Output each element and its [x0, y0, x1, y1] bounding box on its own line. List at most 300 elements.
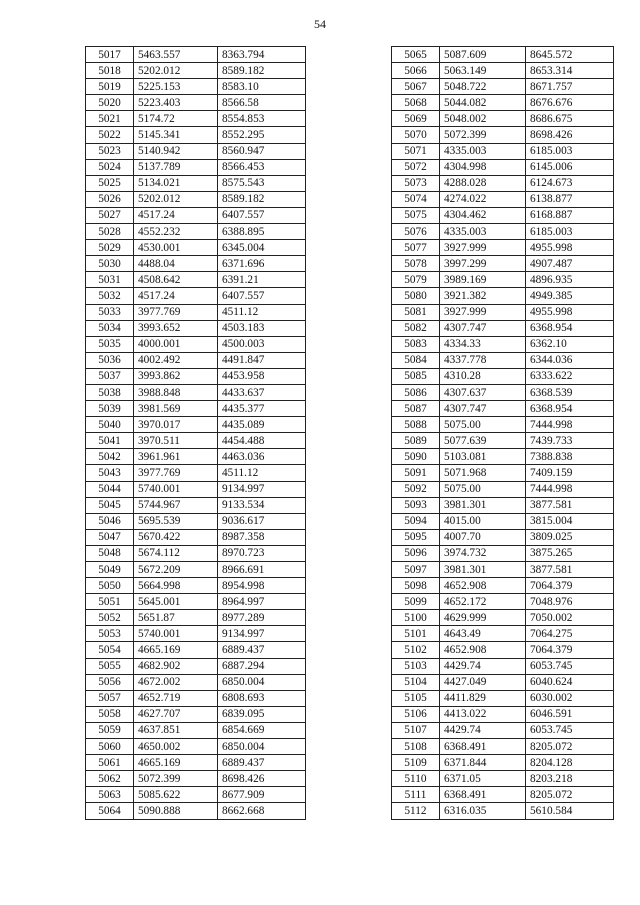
y-coordinate: 6345.004: [218, 240, 306, 256]
table-row: [392, 368, 614, 384]
y-coordinate: 8662.668: [218, 803, 306, 819]
point-number: 5071: [392, 143, 440, 159]
x-coordinate: 4429.74: [440, 658, 526, 674]
point-number: 5081: [392, 304, 440, 320]
x-coordinate: 4665.169: [134, 642, 218, 658]
point-number: 5091: [392, 465, 440, 481]
point-number: 5032: [86, 288, 134, 304]
y-coordinate: 8203.218: [526, 771, 614, 787]
y-coordinate: 4511.12: [218, 304, 306, 320]
point-number: 5047: [86, 529, 134, 545]
x-coordinate: 4429.74: [440, 722, 526, 738]
table-row: [392, 545, 614, 561]
table-row: [392, 240, 614, 256]
x-coordinate: 3993.862: [134, 368, 218, 384]
x-coordinate: 4000.001: [134, 336, 218, 352]
table-row: [86, 481, 306, 497]
table-row: [392, 47, 614, 63]
y-coordinate: 4454.488: [218, 433, 306, 449]
x-coordinate: 4411.829: [440, 690, 526, 706]
x-coordinate: 4672.002: [134, 674, 218, 690]
x-coordinate: 3974.732: [440, 545, 526, 561]
x-coordinate: 5740.001: [134, 626, 218, 642]
point-number: 5102: [392, 642, 440, 658]
x-coordinate: 4307.747: [440, 401, 526, 417]
point-number: 5095: [392, 529, 440, 545]
x-coordinate: 3997.299: [440, 256, 526, 272]
x-coordinate: 4304.998: [440, 159, 526, 175]
x-coordinate: 3970.017: [134, 417, 218, 433]
point-number: 5043: [86, 465, 134, 481]
point-number: 5088: [392, 417, 440, 433]
table-row: [86, 578, 306, 594]
point-number: 5029: [86, 240, 134, 256]
point-number: 5062: [86, 771, 134, 787]
point-number: 5052: [86, 610, 134, 626]
y-coordinate: 8954.998: [218, 578, 306, 594]
point-number: 5045: [86, 497, 134, 513]
y-coordinate: 9134.997: [218, 481, 306, 497]
y-coordinate: 8205.072: [526, 739, 614, 755]
point-number: 5064: [86, 803, 134, 819]
table-row: [86, 497, 306, 513]
x-coordinate: 4682.902: [134, 658, 218, 674]
point-number: 5026: [86, 191, 134, 207]
point-number: 5106: [392, 706, 440, 722]
x-coordinate: 4413.022: [440, 706, 526, 722]
y-coordinate: 8977.289: [218, 610, 306, 626]
table-row: [86, 352, 306, 368]
point-number: 5100: [392, 610, 440, 626]
x-coordinate: 4310.28: [440, 368, 526, 384]
table-row: [392, 111, 614, 127]
y-coordinate: 3875.265: [526, 545, 614, 561]
y-coordinate: 8987.358: [218, 529, 306, 545]
point-number: 5096: [392, 545, 440, 561]
y-coordinate: 8204.128: [526, 755, 614, 771]
x-coordinate: 5664.998: [134, 578, 218, 594]
table-row: [392, 191, 614, 207]
point-number: 5061: [86, 755, 134, 771]
y-coordinate: 6053.745: [526, 722, 614, 738]
point-number: 5076: [392, 224, 440, 240]
point-number: 5072: [392, 159, 440, 175]
x-coordinate: 4652.719: [134, 690, 218, 706]
table-row: [392, 63, 614, 79]
y-coordinate: 4907.487: [526, 256, 614, 272]
point-number: 5048: [86, 545, 134, 561]
y-coordinate: 7048.976: [526, 594, 614, 610]
y-coordinate: 6854.669: [218, 722, 306, 738]
table-row: [392, 433, 614, 449]
point-number: 5017: [86, 47, 134, 63]
point-number: 5044: [86, 481, 134, 497]
x-coordinate: 4334.33: [440, 336, 526, 352]
table-row: [392, 207, 614, 223]
table-row: [86, 562, 306, 578]
x-coordinate: 6371.05: [440, 771, 526, 787]
point-number: 5079: [392, 272, 440, 288]
table-row: [392, 674, 614, 690]
point-number: 5041: [86, 433, 134, 449]
table-row: [392, 513, 614, 529]
point-number: 5098: [392, 578, 440, 594]
y-coordinate: 6889.437: [218, 755, 306, 771]
table-row: [392, 175, 614, 191]
point-number: 5018: [86, 63, 134, 79]
table-row: [392, 529, 614, 545]
table-row: [392, 610, 614, 626]
table-row: [86, 433, 306, 449]
table-row: [86, 191, 306, 207]
x-coordinate: 5103.081: [440, 449, 526, 465]
y-coordinate: 9133.534: [218, 497, 306, 513]
table-row: [392, 159, 614, 175]
y-coordinate: 6850.004: [218, 674, 306, 690]
table-row: [86, 384, 306, 400]
y-coordinate: 6368.954: [526, 320, 614, 336]
y-coordinate: 4433.637: [218, 384, 306, 400]
point-number: 5057: [86, 690, 134, 706]
x-coordinate: 4517.24: [134, 288, 218, 304]
table-row: [86, 207, 306, 223]
point-number: 5083: [392, 336, 440, 352]
table-row: [86, 320, 306, 336]
x-coordinate: 5744.967: [134, 497, 218, 513]
point-number: 5030: [86, 256, 134, 272]
table-row: [392, 771, 614, 787]
x-coordinate: 4652.908: [440, 642, 526, 658]
table-row: [392, 143, 614, 159]
table-row: [86, 465, 306, 481]
x-coordinate: 6368.491: [440, 787, 526, 803]
x-coordinate: 5670.422: [134, 529, 218, 545]
y-coordinate: 6887.294: [218, 658, 306, 674]
y-coordinate: 8560.947: [218, 143, 306, 159]
point-number: 5056: [86, 674, 134, 690]
x-coordinate: 4508.642: [134, 272, 218, 288]
coordinate-table-left-body: [86, 47, 306, 820]
table-row: [86, 95, 306, 111]
point-number: 5027: [86, 207, 134, 223]
point-number: 5111: [392, 787, 440, 803]
table-row: [392, 787, 614, 803]
x-coordinate: 4007.70: [440, 529, 526, 545]
table-row: [86, 642, 306, 658]
x-coordinate: 4488.04: [134, 256, 218, 272]
x-coordinate: 5740.001: [134, 481, 218, 497]
y-coordinate: 5610.584: [526, 803, 614, 819]
point-number: 5023: [86, 143, 134, 159]
point-number: 5049: [86, 562, 134, 578]
y-coordinate: 4955.998: [526, 304, 614, 320]
point-number: 5074: [392, 191, 440, 207]
x-coordinate: 4288.028: [440, 175, 526, 191]
y-coordinate: 9134.997: [218, 626, 306, 642]
y-coordinate: 6368.954: [526, 401, 614, 417]
y-coordinate: 8698.426: [218, 771, 306, 787]
y-coordinate: 6168.887: [526, 207, 614, 223]
x-coordinate: 4530.001: [134, 240, 218, 256]
x-coordinate: 5075.00: [440, 417, 526, 433]
y-coordinate: 6185.003: [526, 143, 614, 159]
point-number: 5093: [392, 497, 440, 513]
point-number: 5105: [392, 690, 440, 706]
y-coordinate: 6145.006: [526, 159, 614, 175]
x-coordinate: 5137.789: [134, 159, 218, 175]
table-row: [392, 95, 614, 111]
y-coordinate: 6138.877: [526, 191, 614, 207]
table-row: [86, 240, 306, 256]
y-coordinate: 8966.691: [218, 562, 306, 578]
point-number: 5092: [392, 481, 440, 497]
point-number: 5050: [86, 578, 134, 594]
table-row: [86, 47, 306, 63]
x-coordinate: 5072.399: [440, 127, 526, 143]
table-row: [86, 175, 306, 191]
point-number: 5099: [392, 594, 440, 610]
table-row: [86, 706, 306, 722]
table-row: [392, 722, 614, 738]
x-coordinate: 5077.639: [440, 433, 526, 449]
point-number: 5103: [392, 658, 440, 674]
y-coordinate: 6124.673: [526, 175, 614, 191]
y-coordinate: 6808.693: [218, 690, 306, 706]
table-row: [392, 803, 614, 819]
table-row: [392, 320, 614, 336]
y-coordinate: 4435.377: [218, 401, 306, 417]
point-number: 5053: [86, 626, 134, 642]
y-coordinate: 6185.003: [526, 224, 614, 240]
y-coordinate: 4491.847: [218, 352, 306, 368]
x-coordinate: 3927.999: [440, 304, 526, 320]
x-coordinate: 3981.301: [440, 562, 526, 578]
table-row: [392, 449, 614, 465]
point-number: 5019: [86, 79, 134, 95]
x-coordinate: 4002.492: [134, 352, 218, 368]
table-row: [86, 610, 306, 626]
point-number: 5039: [86, 401, 134, 417]
y-coordinate: 8677.909: [218, 787, 306, 803]
x-coordinate: 3981.301: [440, 497, 526, 513]
x-coordinate: 4337.778: [440, 352, 526, 368]
y-coordinate: 4453.958: [218, 368, 306, 384]
point-number: 5080: [392, 288, 440, 304]
x-coordinate: 6371.844: [440, 755, 526, 771]
table-row: [392, 706, 614, 722]
table-row: [392, 658, 614, 674]
table-row: [86, 787, 306, 803]
table-row: [86, 417, 306, 433]
y-coordinate: 6889.437: [218, 642, 306, 658]
point-number: 5033: [86, 304, 134, 320]
point-number: 5084: [392, 352, 440, 368]
y-coordinate: 6362.10: [526, 336, 614, 352]
coordinate-table-right: [391, 46, 614, 820]
y-coordinate: 7444.998: [526, 417, 614, 433]
y-coordinate: 3877.581: [526, 562, 614, 578]
x-coordinate: 4552.232: [134, 224, 218, 240]
x-coordinate: 4304.462: [440, 207, 526, 223]
point-number: 5070: [392, 127, 440, 143]
point-number: 5073: [392, 175, 440, 191]
x-coordinate: 4652.172: [440, 594, 526, 610]
x-coordinate: 3993.652: [134, 320, 218, 336]
x-coordinate: 4427.049: [440, 674, 526, 690]
y-coordinate: 7439.733: [526, 433, 614, 449]
point-number: 5028: [86, 224, 134, 240]
y-coordinate: 8686.675: [526, 111, 614, 127]
x-coordinate: 4650.002: [134, 739, 218, 755]
point-number: 5090: [392, 449, 440, 465]
x-coordinate: 3921.382: [440, 288, 526, 304]
y-coordinate: 8554.853: [218, 111, 306, 127]
y-coordinate: 6040.624: [526, 674, 614, 690]
y-coordinate: 8671.757: [526, 79, 614, 95]
point-number: 5031: [86, 272, 134, 288]
table-row: [86, 513, 306, 529]
y-coordinate: 4435.089: [218, 417, 306, 433]
x-coordinate: 5063.149: [440, 63, 526, 79]
y-coordinate: 7064.379: [526, 642, 614, 658]
table-row: [86, 739, 306, 755]
x-coordinate: 4652.908: [440, 578, 526, 594]
point-number: 5077: [392, 240, 440, 256]
x-coordinate: 3961.961: [134, 449, 218, 465]
table-row: [86, 256, 306, 272]
y-coordinate: 6053.745: [526, 658, 614, 674]
point-number: 5054: [86, 642, 134, 658]
y-coordinate: 8676.676: [526, 95, 614, 111]
point-number: 5087: [392, 401, 440, 417]
x-coordinate: 5072.399: [134, 771, 218, 787]
y-coordinate: 9036.617: [218, 513, 306, 529]
table-row: [392, 288, 614, 304]
y-coordinate: 6391.21: [218, 272, 306, 288]
y-coordinate: 6407.557: [218, 207, 306, 223]
y-coordinate: 6030.002: [526, 690, 614, 706]
table-row: [86, 594, 306, 610]
point-number: 5065: [392, 47, 440, 63]
x-coordinate: 3989.169: [440, 272, 526, 288]
y-coordinate: 8566.453: [218, 159, 306, 175]
table-row: [86, 690, 306, 706]
x-coordinate: 6316.035: [440, 803, 526, 819]
table-row: [86, 288, 306, 304]
y-coordinate: 8589.182: [218, 63, 306, 79]
table-row: [392, 417, 614, 433]
point-number: 5021: [86, 111, 134, 127]
point-number: 5112: [392, 803, 440, 819]
y-coordinate: 4503.183: [218, 320, 306, 336]
point-number: 5108: [392, 739, 440, 755]
table-row: [86, 626, 306, 642]
x-coordinate: 5071.968: [440, 465, 526, 481]
point-number: 5042: [86, 449, 134, 465]
table-row: [86, 449, 306, 465]
y-coordinate: 4949.385: [526, 288, 614, 304]
y-coordinate: 8653.314: [526, 63, 614, 79]
y-coordinate: 6333.622: [526, 368, 614, 384]
point-number: 5058: [86, 706, 134, 722]
table-row: [86, 336, 306, 352]
x-coordinate: 5134.021: [134, 175, 218, 191]
point-number: 5034: [86, 320, 134, 336]
x-coordinate: 4665.169: [134, 755, 218, 771]
table-row: [392, 352, 614, 368]
x-coordinate: 5090.888: [134, 803, 218, 819]
x-coordinate: 4307.747: [440, 320, 526, 336]
x-coordinate: 5202.012: [134, 63, 218, 79]
point-number: 5068: [392, 95, 440, 111]
y-coordinate: 6388.895: [218, 224, 306, 240]
y-coordinate: 6046.591: [526, 706, 614, 722]
table-row: [392, 465, 614, 481]
point-number: 5046: [86, 513, 134, 529]
point-number: 5067: [392, 79, 440, 95]
x-coordinate: 5085.622: [134, 787, 218, 803]
table-row: [392, 739, 614, 755]
table-row: [86, 529, 306, 545]
point-number: 5069: [392, 111, 440, 127]
table-row: [392, 256, 614, 272]
y-coordinate: 7064.275: [526, 626, 614, 642]
y-coordinate: 8363.794: [218, 47, 306, 63]
table-row: [392, 578, 614, 594]
y-coordinate: 7444.998: [526, 481, 614, 497]
x-coordinate: 5048.002: [440, 111, 526, 127]
y-coordinate: 7050.002: [526, 610, 614, 626]
point-number: 5063: [86, 787, 134, 803]
table-row: [86, 368, 306, 384]
table-row: [86, 272, 306, 288]
table-row: [392, 304, 614, 320]
x-coordinate: 3970.511: [134, 433, 218, 449]
y-coordinate: 8645.572: [526, 47, 614, 63]
table-row: [86, 658, 306, 674]
coordinate-table-left: [85, 46, 306, 820]
x-coordinate: 5087.609: [440, 47, 526, 63]
table-row: [86, 674, 306, 690]
x-coordinate: 5672.209: [134, 562, 218, 578]
point-number: 5109: [392, 755, 440, 771]
y-coordinate: 6368.539: [526, 384, 614, 400]
point-number: 5024: [86, 159, 134, 175]
x-coordinate: 5140.942: [134, 143, 218, 159]
point-number: 5060: [86, 739, 134, 755]
table-row: [86, 722, 306, 738]
x-coordinate: 5695.539: [134, 513, 218, 529]
y-coordinate: 4896.935: [526, 272, 614, 288]
table-row: [392, 272, 614, 288]
y-coordinate: 8583.10: [218, 79, 306, 95]
point-number: 5078: [392, 256, 440, 272]
table-row: [86, 159, 306, 175]
x-coordinate: 4335.003: [440, 143, 526, 159]
x-coordinate: 4629.999: [440, 610, 526, 626]
x-coordinate: 5651.87: [134, 610, 218, 626]
point-number: 5082: [392, 320, 440, 336]
table-row: [392, 626, 614, 642]
y-coordinate: 8970.723: [218, 545, 306, 561]
point-number: 5025: [86, 175, 134, 191]
x-coordinate: 5174.72: [134, 111, 218, 127]
x-coordinate: 5645.001: [134, 594, 218, 610]
table-row: [392, 562, 614, 578]
x-coordinate: 3927.999: [440, 240, 526, 256]
point-number: 5036: [86, 352, 134, 368]
y-coordinate: 8552.295: [218, 127, 306, 143]
